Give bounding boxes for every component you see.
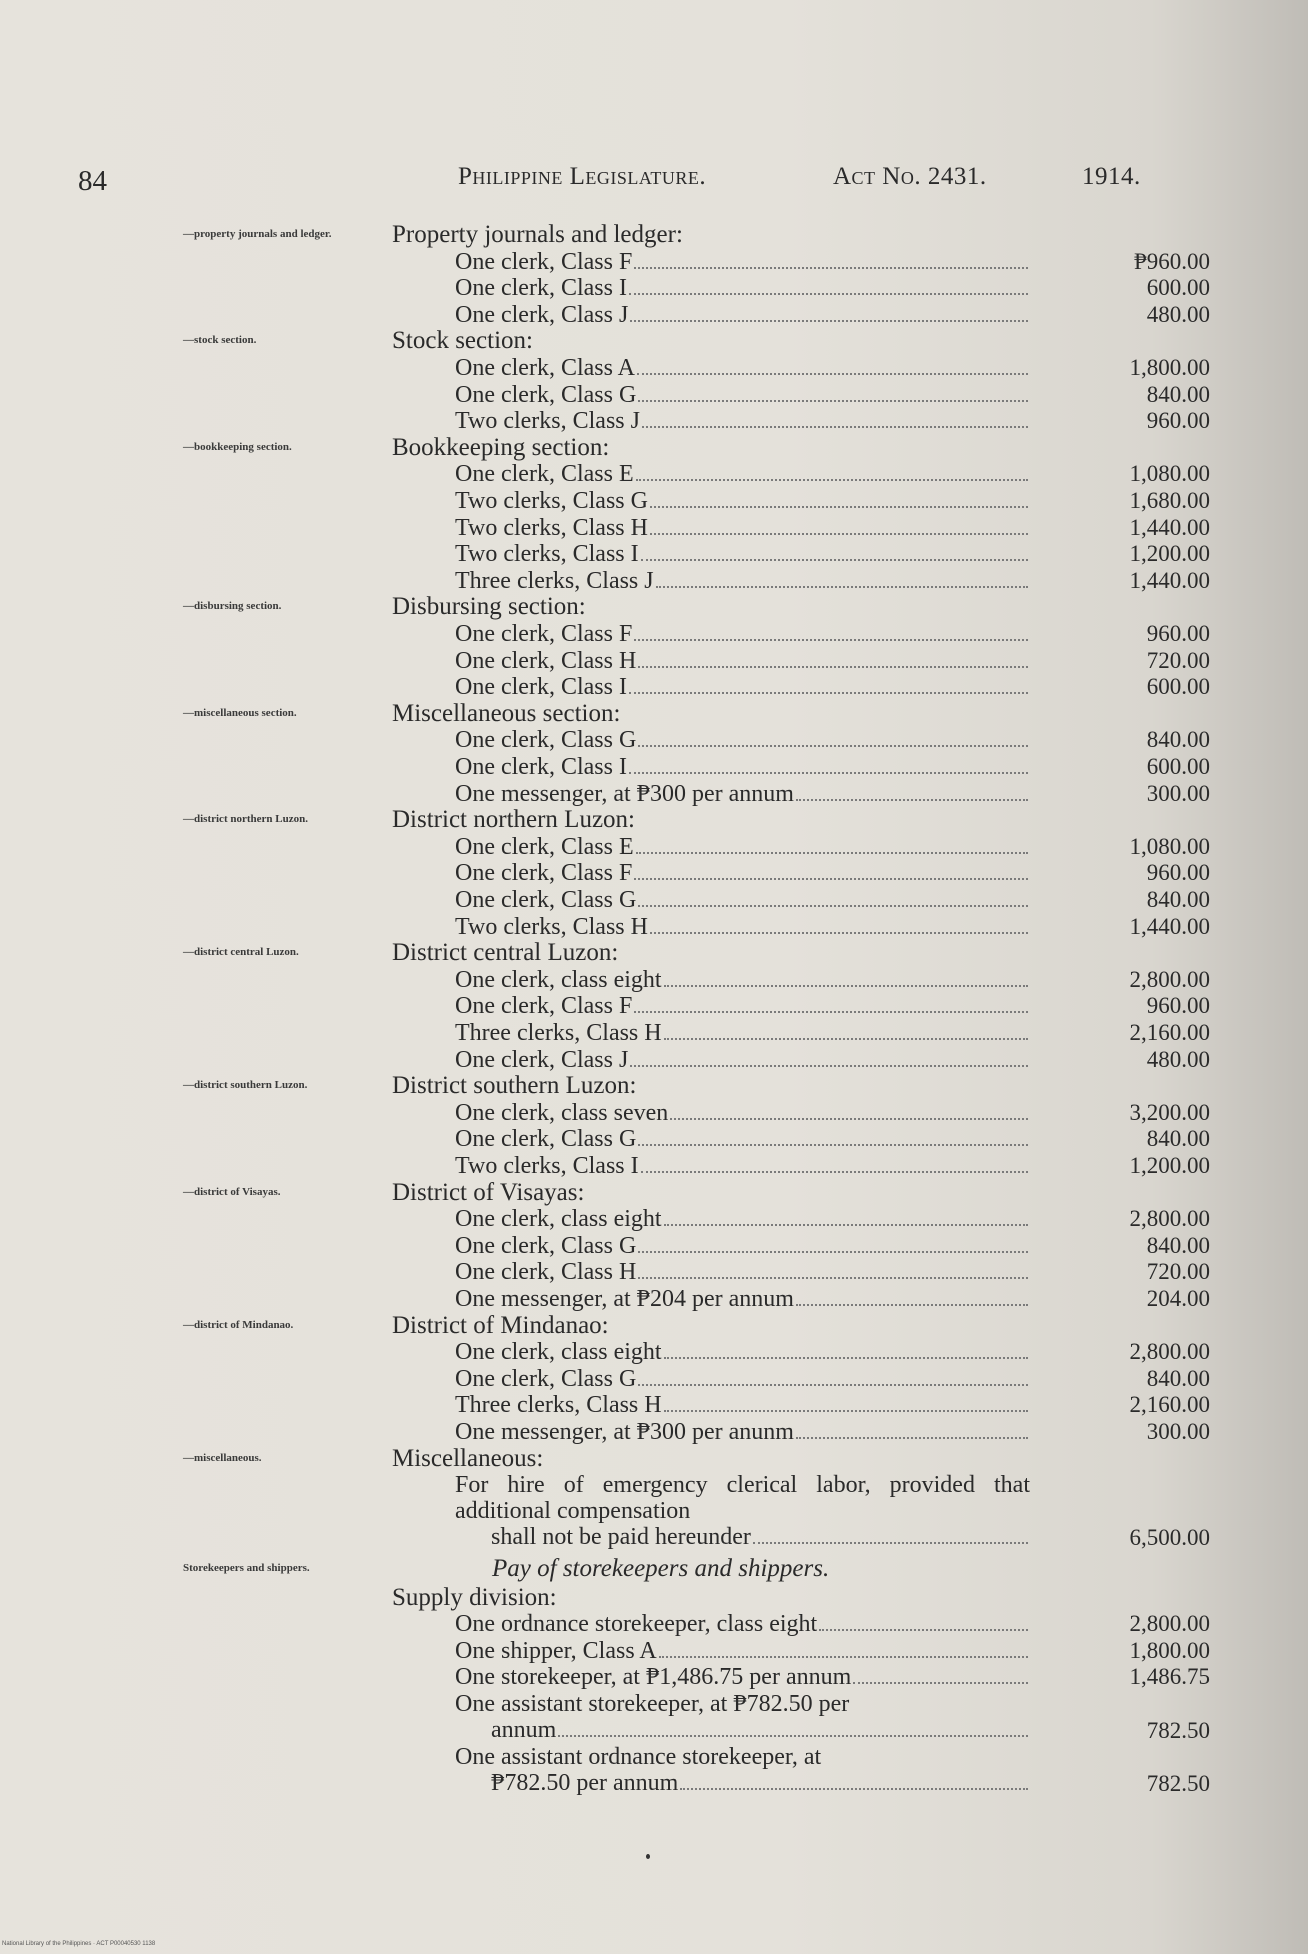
dot-leader — [638, 400, 1028, 402]
amount: 960.00 — [1146, 621, 1210, 646]
line-item — [455, 860, 1030, 886]
margin-note: —property journals and ledger. — [183, 228, 332, 240]
line-item — [455, 1233, 1030, 1259]
line-item-label: One ordnance storekeeper, class eight — [455, 1611, 818, 1638]
dot-leader — [638, 1384, 1028, 1386]
amount: 1,800.00 — [1129, 355, 1210, 380]
dot-leader — [796, 1437, 1028, 1439]
amount: 2,800.00 — [1129, 1206, 1210, 1232]
dot-leader — [629, 293, 1028, 295]
line-item-label: One assistant storekeeper, at ₱782.50 per — [455, 1691, 850, 1717]
dot-leader — [638, 1251, 1028, 1253]
dot-leader — [634, 267, 1028, 269]
amount: 480.00 — [1146, 301, 1210, 327]
dot-leader — [664, 1410, 1028, 1412]
line-item-label: One clerk, class eight — [455, 1206, 662, 1233]
amount: 6,500.00 — [1129, 1525, 1210, 1551]
margin-note: —disbursing section. — [183, 600, 282, 613]
line-item-label: One assistant ordnance storekeeper, at — [455, 1744, 822, 1771]
section-heading: District central Luzon: — [392, 939, 619, 967]
dot-leader — [664, 1038, 1028, 1040]
margin-note: —miscellaneous section. — [183, 706, 297, 719]
amount: 600.00 — [1146, 275, 1210, 301]
line-item — [455, 1664, 1030, 1690]
page-number: 84 — [78, 165, 107, 197]
line-item — [455, 1100, 1030, 1126]
margin-note: —district central Luzon. — [183, 946, 299, 959]
line-item-label: One messenger, at ₱204 per annum — [455, 1286, 794, 1312]
line-item-label: One clerk, Class J — [455, 301, 629, 328]
line-item-continuation-text: annum — [491, 1717, 557, 1743]
line-item-label: One clerk, Class I — [455, 674, 627, 701]
line-item-label: One clerk, Class F — [455, 621, 633, 647]
line-item — [455, 1638, 1030, 1664]
amount: 300.00 — [1146, 1419, 1210, 1444]
section-heading: Property journals and ledger: — [392, 221, 683, 248]
line-item-label: One clerk, Class F — [455, 860, 633, 887]
dot-leader — [634, 1011, 1028, 1013]
line-item — [455, 1744, 1030, 1796]
dot-leader — [642, 426, 1028, 428]
line-item-label: Two clerks, Class I — [455, 1153, 639, 1179]
line-item — [455, 914, 1030, 940]
line-item — [455, 834, 1030, 860]
section-heading: Miscellaneous: — [392, 1444, 544, 1472]
dot-leader — [650, 932, 1028, 934]
line-item-label: Two clerks, Class J — [455, 408, 640, 435]
line-item-continuation-text: ₱782.50 per annum — [491, 1770, 679, 1797]
line-item — [455, 887, 1030, 913]
dot-leader — [796, 799, 1028, 801]
dot-leader — [637, 373, 1028, 375]
amount: 840.00 — [1146, 1365, 1210, 1391]
running-head-title: Philippine Legislature. — [458, 163, 707, 190]
amount: 600.00 — [1146, 674, 1210, 700]
dot-leader — [680, 1788, 1028, 1790]
amount: ₱960.00 — [1133, 248, 1210, 274]
dot-leader — [670, 1118, 1028, 1120]
line-item — [455, 1691, 1030, 1743]
line-item-label: One clerk, Class G — [455, 1365, 637, 1392]
line-item-label: Three clerks, Class H — [455, 1392, 662, 1419]
line-item — [455, 781, 1030, 807]
amount: 600.00 — [1146, 754, 1210, 779]
line-item — [455, 1206, 1030, 1232]
dot-leader — [638, 666, 1028, 668]
amount: 2,800.00 — [1129, 1339, 1210, 1365]
dot-leader — [664, 1224, 1028, 1226]
line-item — [455, 568, 1030, 594]
amount: 1,080.00 — [1129, 461, 1210, 487]
dot-leader — [636, 852, 1028, 854]
line-item-label: One clerk, class eight — [455, 966, 662, 993]
dot-leader — [659, 1656, 1028, 1658]
line-item — [455, 488, 1030, 514]
amount: 840.00 — [1146, 727, 1210, 753]
amount: 960.00 — [1146, 993, 1210, 1019]
dot-leader — [634, 878, 1028, 880]
dot-leader — [753, 1542, 1028, 1544]
line-item — [455, 648, 1030, 674]
dust-mark — [646, 1854, 650, 1859]
line-item — [455, 302, 1030, 328]
section-heading: District of Visayas: — [392, 1178, 585, 1206]
amount: 720.00 — [1146, 1259, 1210, 1285]
line-item-label: For hire of emergency clerical labor, provided that additional compensation — [455, 1472, 1030, 1525]
scan-footer: National Library of the Philippines · ACT P00040530 1138 — [2, 1941, 156, 1947]
amount: 1,680.00 — [1129, 488, 1210, 513]
amount: 1,486.75 — [1129, 1664, 1210, 1690]
line-item-label: Two clerks, Class G — [455, 488, 648, 514]
line-item — [455, 355, 1030, 381]
line-item-label: One clerk, Class E — [455, 461, 634, 488]
line-item-continuation — [455, 1770, 1030, 1796]
line-item-label: One clerk, Class I — [455, 754, 627, 780]
dot-leader — [656, 586, 1028, 588]
amount: 480.00 — [1146, 1046, 1210, 1072]
dot-leader — [650, 506, 1028, 508]
line-item — [455, 1259, 1030, 1285]
amount: 1,440.00 — [1129, 514, 1210, 540]
line-item-label: Three clerks, Class J — [455, 567, 654, 594]
section-heading: Bookkeeping section: — [392, 433, 610, 461]
section-heading: Miscellaneous section: — [392, 699, 621, 727]
dot-leader — [638, 1144, 1028, 1146]
amount: 782.50 — [1146, 1770, 1210, 1796]
line-item — [455, 967, 1030, 993]
line-item-label: One shipper, Class A — [455, 1637, 657, 1664]
line-item-label: One messenger, at ₱300 per annum — [455, 780, 794, 807]
section-heading: District northern Luzon: — [392, 806, 635, 834]
line-item — [455, 275, 1030, 301]
line-item-label: One clerk, Class I — [455, 275, 627, 302]
amount: 1,440.00 — [1129, 913, 1210, 939]
section-heading: District of Mindanao: — [392, 1311, 609, 1339]
amount: 2,160.00 — [1129, 1020, 1210, 1045]
line-item-label: Three clerks, Class H — [455, 1020, 662, 1046]
section-heading: Stock section: — [392, 327, 533, 355]
dot-leader — [796, 1304, 1028, 1306]
dot-leader — [558, 1735, 1028, 1737]
amount: 782.50 — [1146, 1717, 1210, 1743]
line-item-label: One clerk, Class F — [455, 993, 633, 1020]
line-item-label: One clerk, Class A — [455, 355, 635, 381]
line-item-label: Two clerks, Class I — [455, 541, 639, 568]
dot-leader — [664, 985, 1028, 987]
dot-leader — [629, 692, 1028, 694]
margin-note: —bookkeeping section. — [183, 440, 292, 453]
amount: 720.00 — [1146, 647, 1210, 673]
dot-leader — [641, 1171, 1028, 1173]
amount: 1,200.00 — [1129, 541, 1210, 567]
amount: 300.00 — [1146, 780, 1210, 806]
line-item-label: Two clerks, Class H — [455, 913, 648, 940]
amount: 960.00 — [1146, 860, 1210, 886]
margin-note: —district southern Luzon. — [183, 1079, 308, 1092]
line-item — [455, 1472, 1030, 1550]
amount: 204.00 — [1146, 1286, 1210, 1311]
line-item-continuation-text: shall not be paid hereunder — [491, 1524, 751, 1551]
line-item — [455, 1020, 1030, 1046]
amount: 1,080.00 — [1129, 833, 1210, 859]
line-item — [455, 1047, 1030, 1073]
amount: 3,200.00 — [1129, 1099, 1210, 1125]
line-item — [455, 1366, 1030, 1392]
line-item — [455, 541, 1030, 567]
line-item — [455, 461, 1030, 487]
line-item-label: One clerk, class eight — [455, 1339, 662, 1366]
dot-leader — [638, 1277, 1028, 1279]
line-item-label: One messenger, at ₱300 per anunm — [455, 1419, 794, 1445]
dot-leader — [650, 533, 1028, 535]
margin-note: —district northern Luzon. — [183, 813, 308, 826]
dot-leader — [630, 320, 1028, 322]
line-item — [455, 382, 1030, 408]
amount: 840.00 — [1146, 381, 1210, 407]
line-item-label: One clerk, Class G — [455, 1232, 637, 1259]
dot-leader — [641, 559, 1028, 561]
margin-note: —miscellaneous. — [183, 1451, 262, 1464]
line-item-label: One clerk, Class G — [455, 1126, 637, 1153]
section-heading: Supply division: — [392, 1583, 557, 1611]
margin-note: Storekeepers and shippers. — [183, 1562, 310, 1574]
line-item — [455, 727, 1030, 753]
line-item — [455, 515, 1030, 541]
amount: 840.00 — [1146, 1232, 1210, 1258]
line-item-label: One storekeeper, at ₱1,486.75 per annum — [455, 1664, 852, 1691]
line-item — [455, 1419, 1030, 1445]
amount: 840.00 — [1146, 1126, 1210, 1152]
dot-leader — [638, 745, 1028, 747]
amount: 2,800.00 — [1129, 1611, 1210, 1637]
line-item — [455, 621, 1030, 647]
margin-note: —district of Mindanao. — [183, 1318, 294, 1331]
running-head-act: Act No. 2431. — [833, 163, 987, 190]
running-head-year: 1914. — [1082, 163, 1141, 190]
line-item-label: One clerk, Class J — [455, 1046, 629, 1073]
line-item-label: One clerk, Class G — [455, 887, 637, 913]
dot-leader — [630, 1065, 1028, 1067]
line-item-label: One clerk, Class H — [455, 647, 637, 674]
line-item — [455, 1286, 1030, 1312]
line-item-continuation — [455, 1717, 1030, 1743]
dot-leader — [638, 905, 1028, 907]
dot-leader — [636, 479, 1028, 481]
amount: 2,160.00 — [1129, 1392, 1210, 1418]
amount: 1,440.00 — [1129, 567, 1210, 593]
line-item — [455, 1392, 1030, 1418]
amount: 2,800.00 — [1129, 966, 1210, 992]
section-heading: Disbursing section: — [392, 593, 586, 621]
line-item — [455, 1126, 1030, 1152]
line-item-continuation — [455, 1524, 1030, 1550]
line-item-label: One clerk, Class E — [455, 833, 634, 860]
line-item — [455, 1153, 1030, 1179]
line-item — [455, 754, 1030, 780]
dot-leader — [664, 1357, 1028, 1359]
line-item-label: One clerk, Class G — [455, 727, 637, 754]
section-subtitle: Pay of storekeepers and shippers. — [492, 1555, 830, 1582]
line-item — [455, 1339, 1030, 1365]
line-item-label: One clerk, Class H — [455, 1259, 637, 1286]
amount: 1,800.00 — [1129, 1637, 1210, 1663]
line-item — [455, 408, 1030, 434]
line-item-label: One clerk, Class G — [455, 381, 637, 408]
line-item-label: One clerk, Class F — [455, 248, 633, 275]
line-item — [455, 674, 1030, 700]
amount: 960.00 — [1146, 408, 1210, 434]
line-item-label: One clerk, class seven — [455, 1099, 669, 1126]
amount: 840.00 — [1146, 887, 1210, 912]
dot-leader — [629, 772, 1028, 774]
line-item — [455, 249, 1030, 275]
line-item-label: Two clerks, Class H — [455, 514, 648, 541]
dot-leader — [853, 1682, 1028, 1684]
dot-leader — [819, 1629, 1028, 1631]
dot-leader — [634, 639, 1028, 641]
margin-note: —district of Visayas. — [183, 1185, 281, 1198]
amount: 1,200.00 — [1129, 1153, 1210, 1178]
margin-note: —stock section. — [183, 334, 257, 347]
section-heading: District southern Luzon: — [392, 1072, 637, 1100]
line-item — [455, 993, 1030, 1019]
line-item — [455, 1611, 1030, 1637]
